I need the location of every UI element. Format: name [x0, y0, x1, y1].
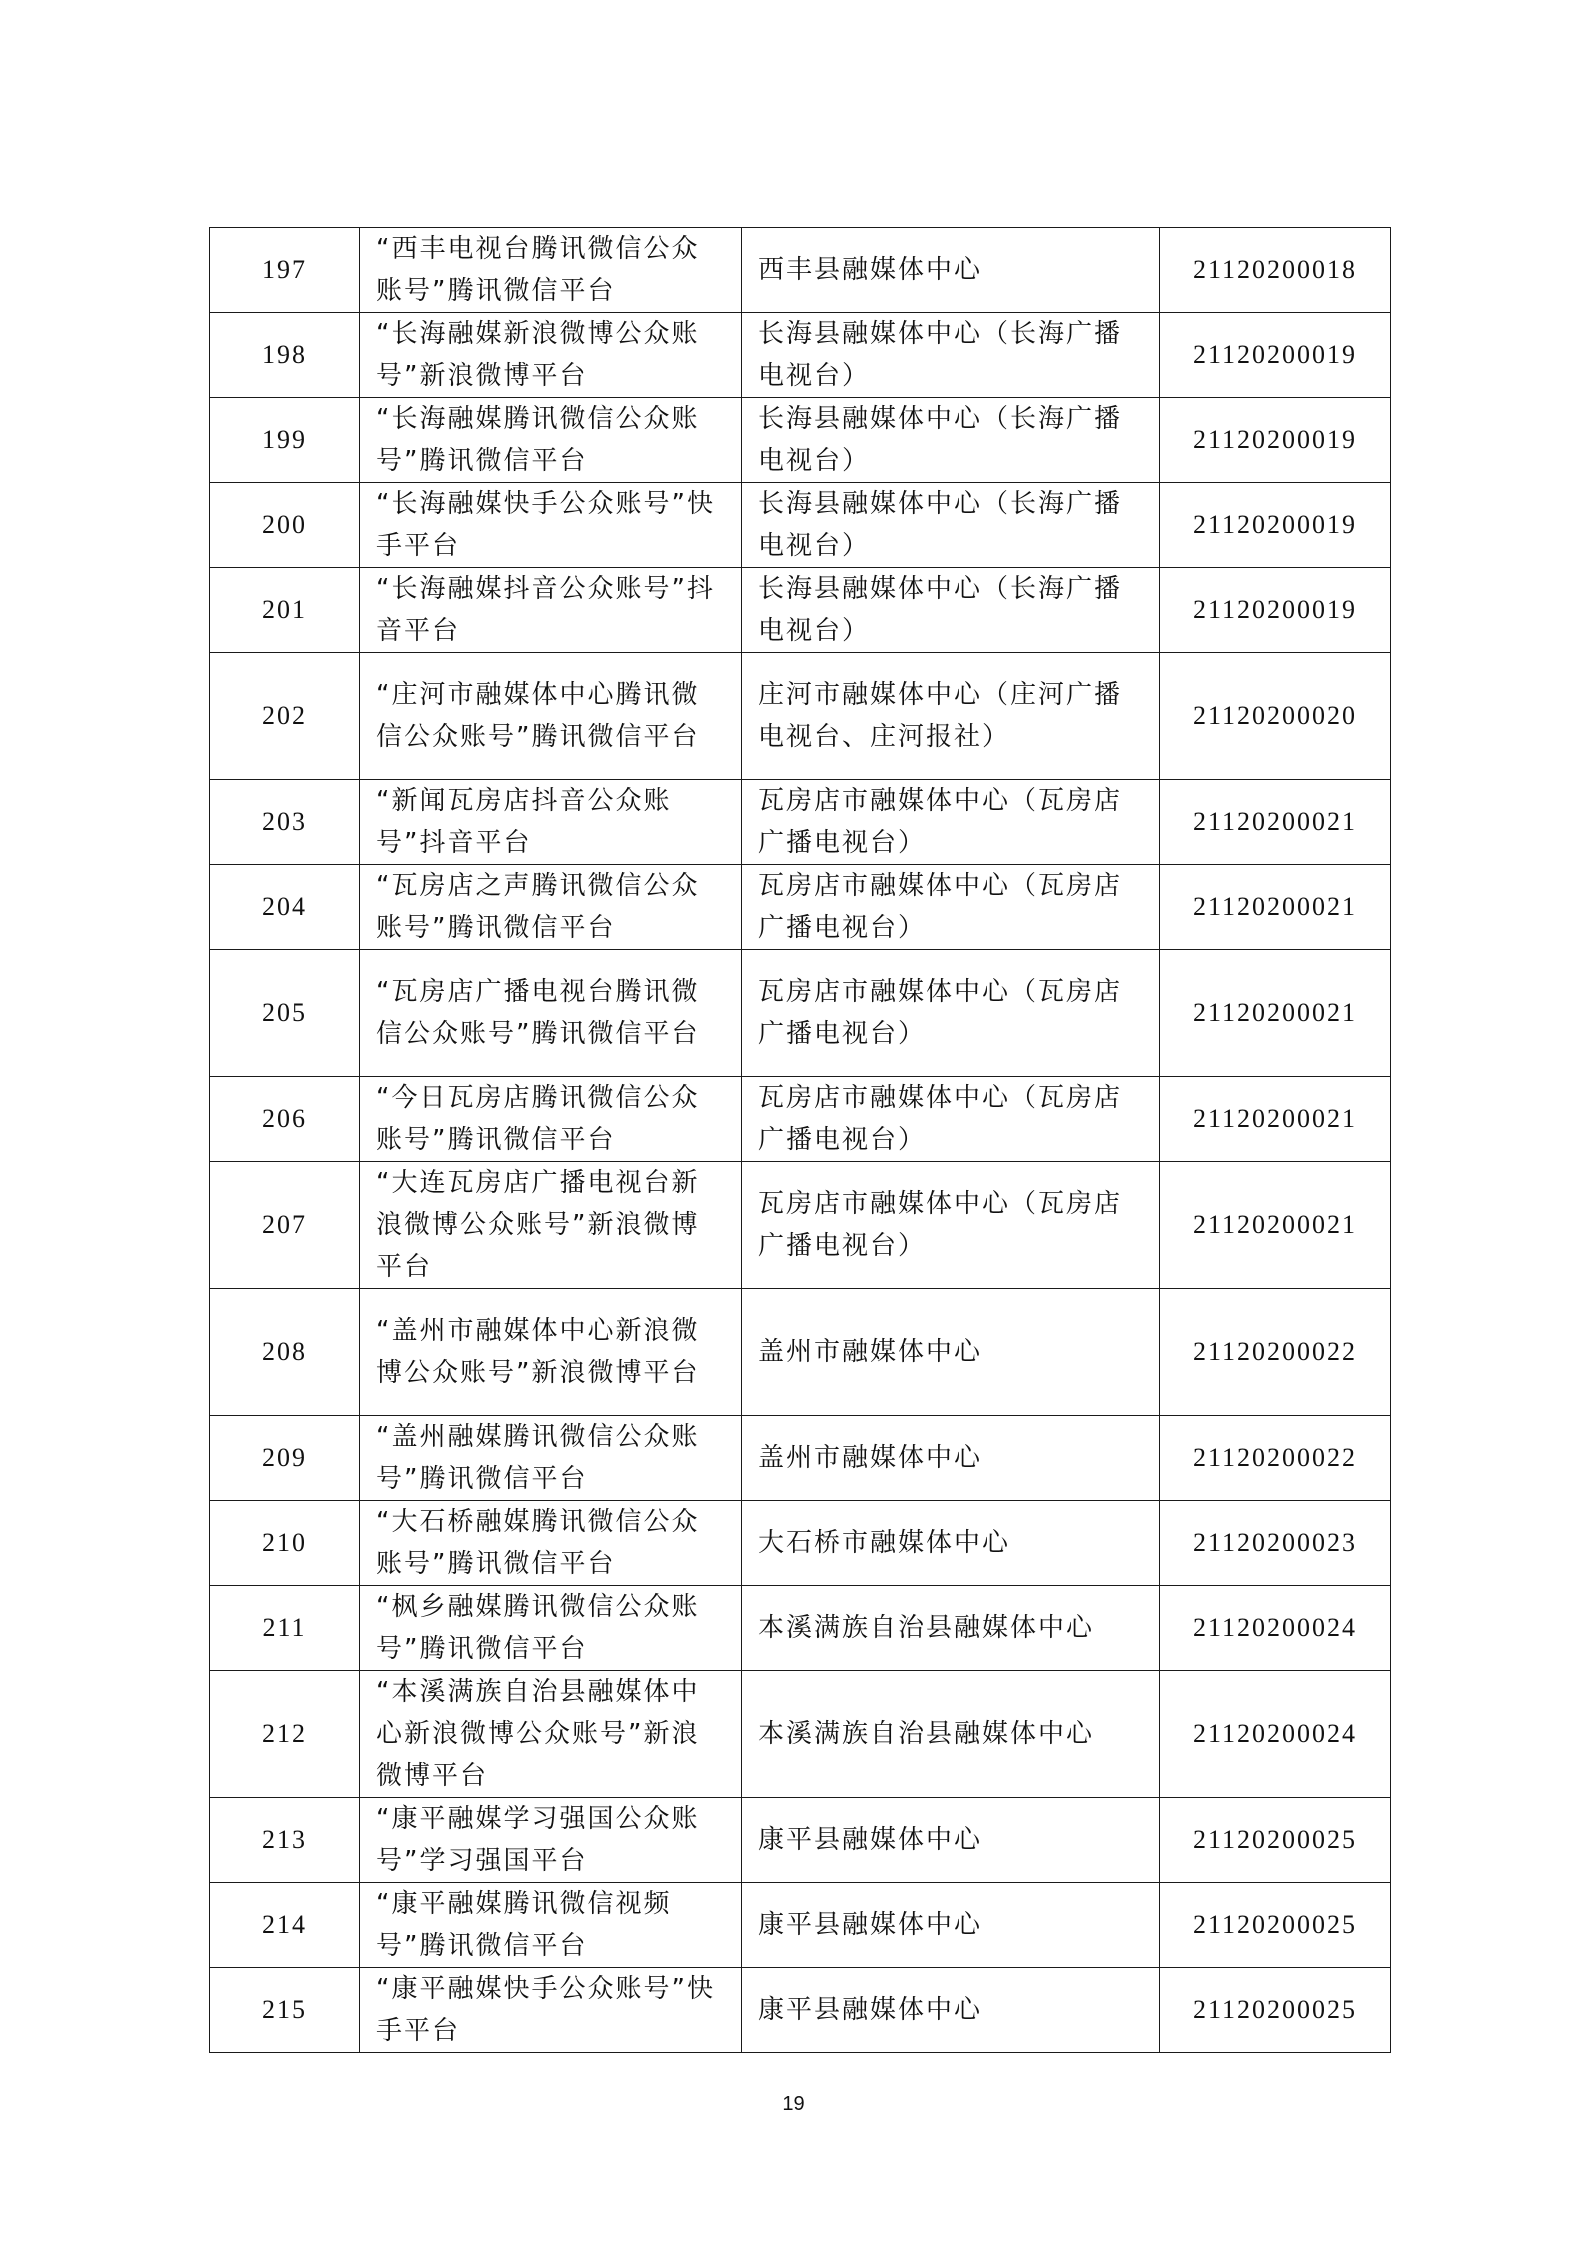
account-name: “长海融媒快手公众账号”快手平台	[360, 483, 742, 568]
page-number: 19	[782, 2093, 805, 2115]
account-name: “今日瓦房店腾讯微信公众账号”腾讯微信平台	[360, 1077, 742, 1162]
row-number: 214	[210, 1883, 360, 1968]
organization: 康平县融媒体中心	[742, 1798, 1160, 1883]
row-number: 212	[210, 1671, 360, 1798]
table-row	[210, 1289, 1391, 1416]
license-code: 21120200021	[1160, 950, 1391, 1077]
organization: 大石桥市融媒体中心	[742, 1501, 1160, 1586]
table-row	[210, 1416, 1391, 1501]
license-code: 21120200019	[1160, 483, 1391, 568]
row-number: 198	[210, 313, 360, 398]
table-row	[210, 1077, 1391, 1162]
account-name: “瓦房店广播电视台腾讯微信公众账号”腾讯微信平台	[360, 950, 742, 1077]
organization: 长海县融媒体中心（长海广播电视台）	[742, 398, 1160, 483]
organization: 西丰县融媒体中心	[742, 228, 1160, 313]
account-name: “长海融媒腾讯微信公众账号”腾讯微信平台	[360, 398, 742, 483]
row-number: 205	[210, 950, 360, 1077]
license-code: 21120200019	[1160, 568, 1391, 653]
license-code: 21120200024	[1160, 1586, 1391, 1671]
organization: 瓦房店市融媒体中心（瓦房店广播电视台）	[742, 780, 1160, 865]
row-number: 200	[210, 483, 360, 568]
license-code: 21120200021	[1160, 1077, 1391, 1162]
row-number: 202	[210, 653, 360, 780]
account-name: “西丰电视台腾讯微信公众账号”腾讯微信平台	[360, 228, 742, 313]
organization: 瓦房店市融媒体中心（瓦房店广播电视台）	[742, 865, 1160, 950]
organization: 庄河市融媒体中心（庄河广播电视台、庄河报社）	[742, 653, 1160, 780]
organization: 瓦房店市融媒体中心（瓦房店广播电视台）	[742, 1077, 1160, 1162]
license-code: 21120200023	[1160, 1501, 1391, 1586]
license-code: 21120200021	[1160, 1162, 1391, 1289]
row-number: 199	[210, 398, 360, 483]
row-number: 204	[210, 865, 360, 950]
row-number: 206	[210, 1077, 360, 1162]
table-row	[210, 780, 1391, 865]
table-row	[210, 483, 1391, 568]
license-code: 21120200025	[1160, 1968, 1391, 2053]
table-row	[210, 1798, 1391, 1883]
table-row	[210, 568, 1391, 653]
registry-table	[209, 227, 1391, 2053]
license-code: 21120200020	[1160, 653, 1391, 780]
table-row	[210, 950, 1391, 1077]
license-code: 21120200019	[1160, 313, 1391, 398]
table-row	[210, 1162, 1391, 1289]
account-name: “瓦房店之声腾讯微信公众账号”腾讯微信平台	[360, 865, 742, 950]
organization: 本溪满族自治县融媒体中心	[742, 1671, 1160, 1798]
row-number: 207	[210, 1162, 360, 1289]
organization: 长海县融媒体中心（长海广播电视台）	[742, 568, 1160, 653]
row-number: 208	[210, 1289, 360, 1416]
license-code: 21120200025	[1160, 1883, 1391, 1968]
table-row	[210, 1968, 1391, 2053]
row-number: 210	[210, 1501, 360, 1586]
account-name: “大连瓦房店广播电视台新浪微博公众账号”新浪微博平台	[360, 1162, 742, 1289]
row-number: 201	[210, 568, 360, 653]
license-code: 21120200024	[1160, 1671, 1391, 1798]
table-row	[210, 1883, 1391, 1968]
organization: 本溪满族自治县融媒体中心	[742, 1586, 1160, 1671]
organization: 瓦房店市融媒体中心（瓦房店广播电视台）	[742, 1162, 1160, 1289]
table-row	[210, 398, 1391, 483]
license-code: 21120200022	[1160, 1416, 1391, 1501]
table-row	[210, 313, 1391, 398]
row-number: 209	[210, 1416, 360, 1501]
license-code: 21120200022	[1160, 1289, 1391, 1416]
table-row	[210, 1501, 1391, 1586]
organization: 康平县融媒体中心	[742, 1883, 1160, 1968]
organization: 长海县融媒体中心（长海广播电视台）	[742, 313, 1160, 398]
account-name: “大石桥融媒腾讯微信公众账号”腾讯微信平台	[360, 1501, 742, 1586]
account-name: “盖州市融媒体中心新浪微博公众账号”新浪微博平台	[360, 1289, 742, 1416]
account-name: “长海融媒抖音公众账号”抖音平台	[360, 568, 742, 653]
table-row	[210, 1586, 1391, 1671]
organization: 长海县融媒体中心（长海广播电视台）	[742, 483, 1160, 568]
license-code: 21120200019	[1160, 398, 1391, 483]
account-name: “庄河市融媒体中心腾讯微信公众账号”腾讯微信平台	[360, 653, 742, 780]
account-name: “康平融媒腾讯微信视频号”腾讯微信平台	[360, 1883, 742, 1968]
account-name: “康平融媒学习强国公众账号”学习强国平台	[360, 1798, 742, 1883]
account-name: “新闻瓦房店抖音公众账号”抖音平台	[360, 780, 742, 865]
license-code: 21120200025	[1160, 1798, 1391, 1883]
row-number: 197	[210, 228, 360, 313]
row-number: 215	[210, 1968, 360, 2053]
account-name: “枫乡融媒腾讯微信公众账号”腾讯微信平台	[360, 1586, 742, 1671]
organization: 盖州市融媒体中心	[742, 1289, 1160, 1416]
row-number: 211	[210, 1586, 360, 1671]
organization: 盖州市融媒体中心	[742, 1416, 1160, 1501]
table-row	[210, 1671, 1391, 1798]
license-code: 21120200021	[1160, 865, 1391, 950]
account-name: “本溪满族自治县融媒体中心新浪微博公众账号”新浪微博平台	[360, 1671, 742, 1798]
row-number: 213	[210, 1798, 360, 1883]
license-code: 21120200018	[1160, 228, 1391, 313]
table-row	[210, 228, 1391, 313]
account-name: “长海融媒新浪微博公众账号”新浪微博平台	[360, 313, 742, 398]
organization: 瓦房店市融媒体中心（瓦房店广播电视台）	[742, 950, 1160, 1077]
table-row	[210, 865, 1391, 950]
license-code: 21120200021	[1160, 780, 1391, 865]
organization: 康平县融媒体中心	[742, 1968, 1160, 2053]
row-number: 203	[210, 780, 360, 865]
account-name: “盖州融媒腾讯微信公众账号”腾讯微信平台	[360, 1416, 742, 1501]
account-name: “康平融媒快手公众账号”快手平台	[360, 1968, 742, 2053]
table-row	[210, 653, 1391, 780]
